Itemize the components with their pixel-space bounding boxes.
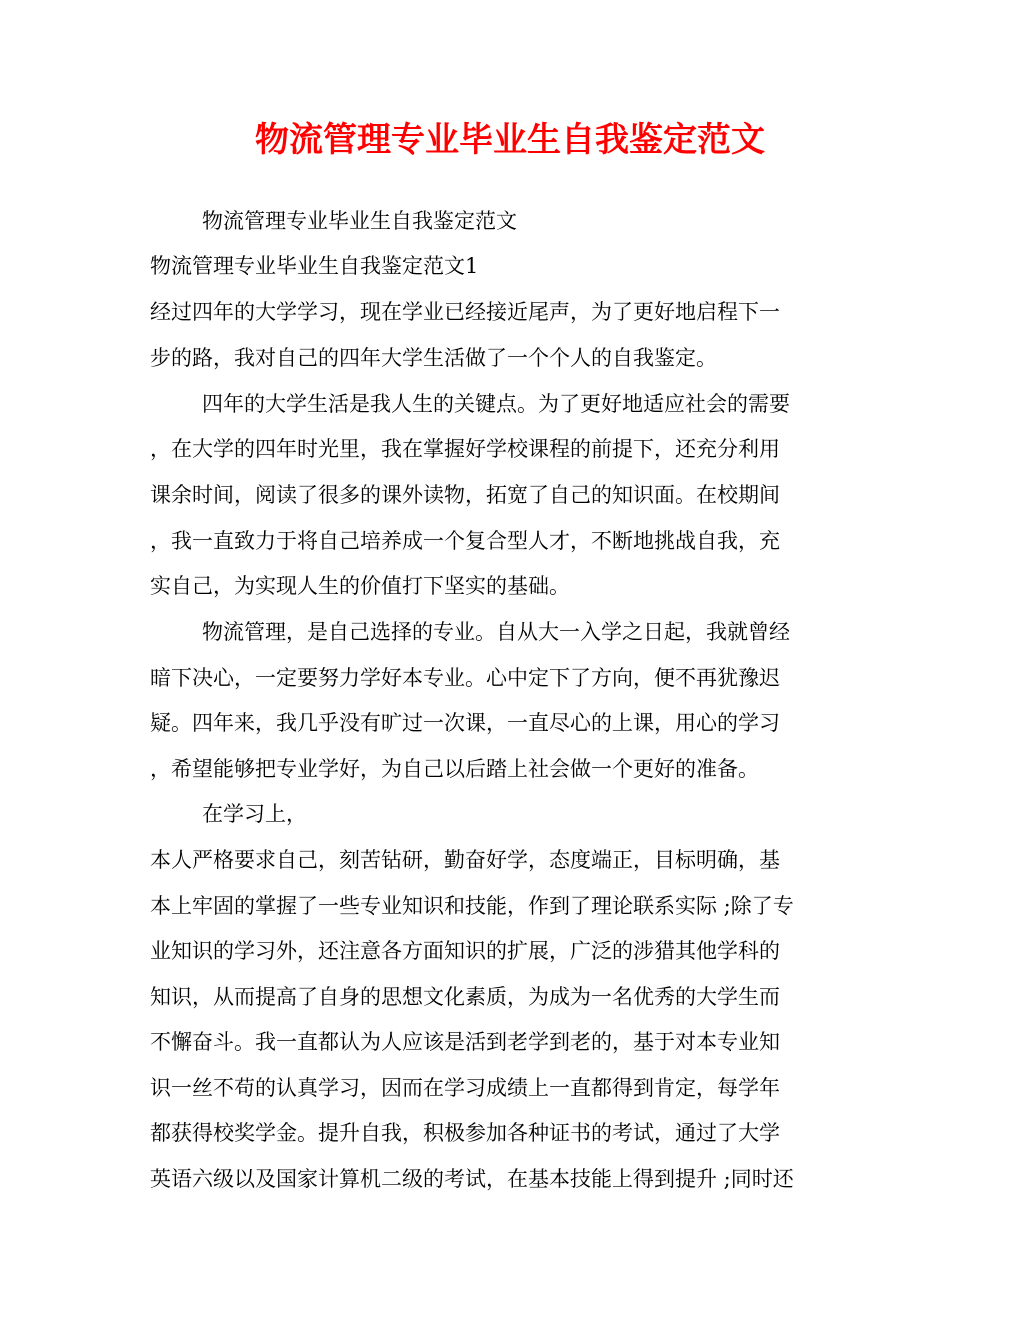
section-heading: 物流管理专业毕业生自我鉴定范文1	[150, 254, 479, 278]
body-line: 经过四年的大学学习，现在学业已经接近尾声，为了更好地启程下一	[150, 300, 780, 324]
body-line: 不懈奋斗。我一直都认为人应该是活到老学到老的，基于对本专业知	[150, 1030, 780, 1054]
body-line: 课余时间，阅读了很多的课外读物，拓宽了自己的知识面。在校期间	[150, 483, 780, 507]
body-line: ，希望能够把专业学好，为自己以后踏上社会做一个更好的准备。	[150, 757, 759, 781]
body-line: ，我一直致力于将自己培养成一个复合型人才，不断地挑战自我，充	[150, 529, 780, 553]
body-line: ，在大学的四年时光里，我在掌握好学校课程的前提下，还充分利用	[150, 437, 780, 461]
body-line: 实自己，为实现人生的价值打下坚实的基础。	[150, 574, 570, 598]
body-line: 本人严格要求自己，刻苦钻研，勤奋好学，态度端正，目标明确，基	[150, 848, 780, 872]
body-line: 识一丝不苟的认真学习，因而在学习成绩上一直都得到肯定，每学年	[150, 1076, 780, 1100]
body-line: 物流管理，是自己选择的专业。自从大一入学之日起，我就曾经	[202, 620, 790, 644]
body-line: 本上牢固的掌握了一些专业知识和技能，作到了理论联系实际 ;除了专	[150, 894, 794, 918]
document-title: 物流管理专业毕业生自我鉴定范文	[255, 120, 765, 160]
body-line: 步的路，我对自己的四年大学生活做了一个个人的自我鉴定。	[150, 346, 717, 370]
body-line: 都获得校奖学金。提升自我，积极参加各种证书的考试，通过了大学	[150, 1121, 780, 1145]
body-line: 业知识的学习外，还注意各方面知识的扩展，广泛的涉猎其他学科的	[150, 939, 780, 963]
body-line: 英语六级以及国家计算机二级的考试，在基本技能上得到提升 ;同时还	[150, 1167, 794, 1191]
body-line: 四年的大学生活是我人生的关键点。为了更好地适应社会的需要	[202, 392, 790, 416]
body-line: 知识，从而提高了自身的思想文化素质，为成为一名优秀的大学生而	[150, 985, 780, 1009]
subtitle-line: 物流管理专业毕业生自我鉴定范文	[202, 209, 517, 233]
body-line: 暗下决心，一定要努力学好本专业。心中定下了方向，便不再犹豫迟	[150, 666, 780, 690]
body-line: 在学习上，	[202, 802, 307, 826]
body-line: 疑。四年来，我几乎没有旷过一次课，一直尽心的上课，用心的学习	[150, 711, 780, 735]
